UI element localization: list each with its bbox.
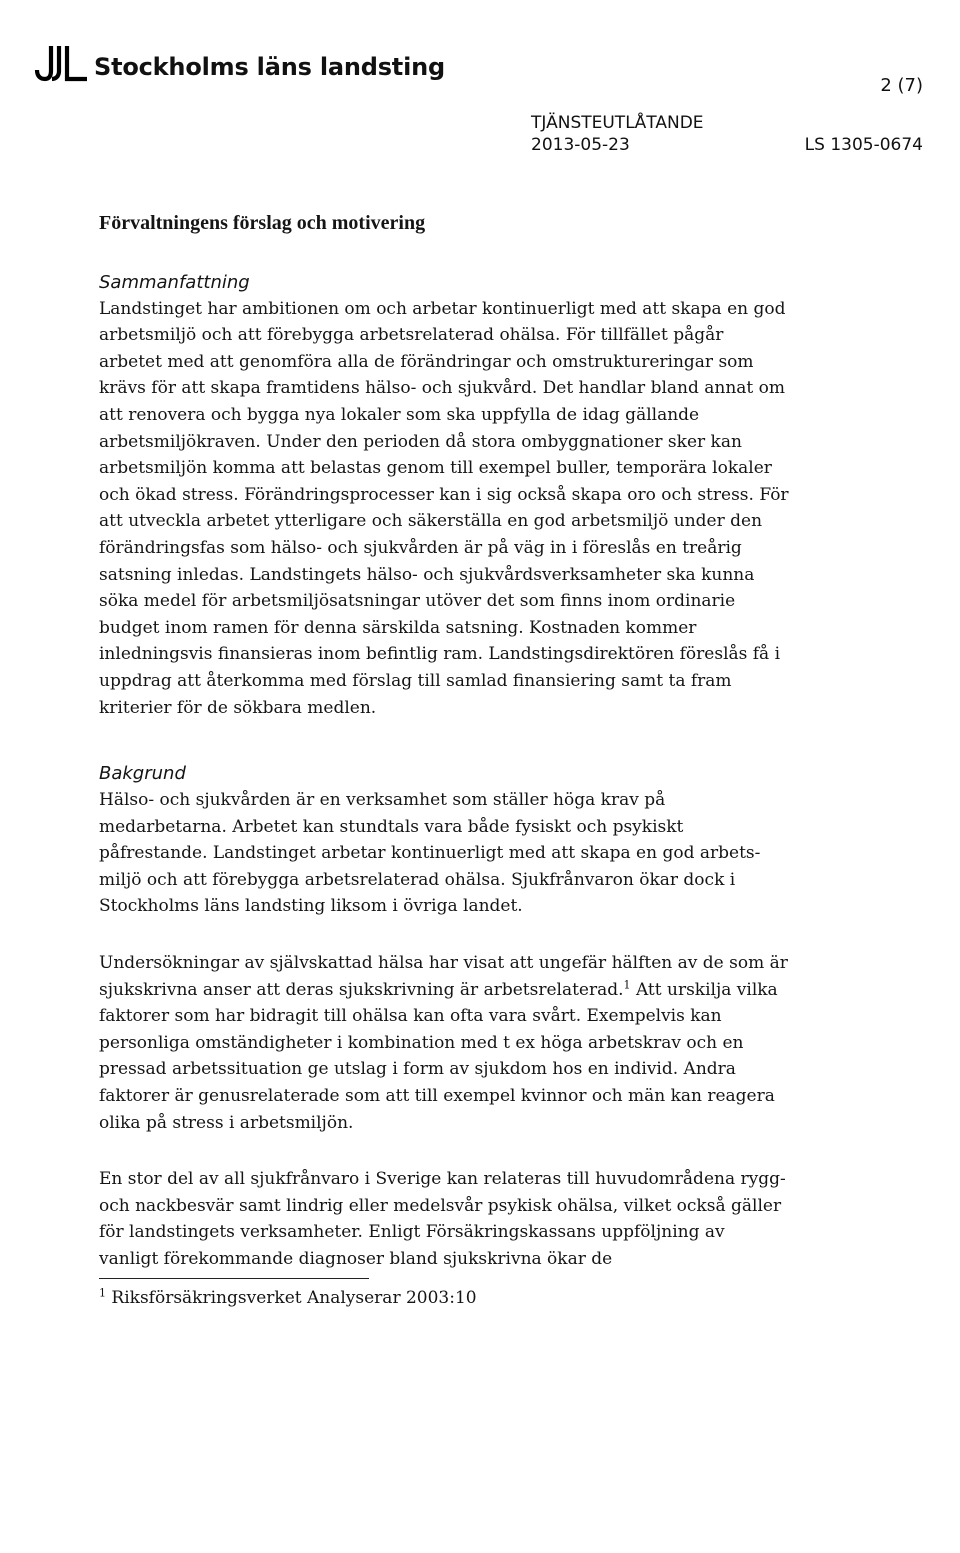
section-title: Förvaltningens förslag och motivering (99, 212, 426, 234)
document-type: TJÄNSTEUTLÅTANDE (531, 113, 704, 133)
summary-paragraph: Landstinget har ambitionen om och arbetar kontinuerligt med att skapa en god arbetsmiljö och att förebygga arbetsrelaterad ohälsa. För tillfället pågår arbetet med att genomföra alla de förändringar och omstruktureringar som krävs för att skapa framtidens hälso- och sjukvård. Det handlar bland annat om att renovera och bygga nya lokaler som ska uppfylla de idag gällande arbetsmiljökraven. Under den perioden då stora ombyggnationer sker kan arbetsmiljön komma att belastas genom till exempel buller, temporära lokaler och ökad stress. Förändringsprocesser kan i sig också skapa oro och stress. För att utveckla arbetet ytterligare och säkerställa en god arbetsmiljö under den förändringsfas som hälso- och sjukvården är på väg in i föreslås en treårig satsning inledas. Landstingets hälso- och sjukvårdsverksamheter ska kunna söka medel för arbetsmiljösatsningar utöver det som finns inom ordinarie budget inom ramen för denna särskilda satsning. Kostnaden kommer inledningsvis finansieras inom befintlig ram. Landstingsdirektören föreslås få i uppdrag att återkomma med förslag till samlad finansiering samt ta fram kriterier för de sökbara medlen. (99, 298, 789, 718)
background-paragraph-2 (99, 950, 789, 1136)
footnote-marker: 1 (99, 1286, 106, 1300)
paragraph-2-text-b: Att urskilja vilka faktorer som har bidragit till ohälsa kan ofta vara svårt. Exempelvis kan personliga omständigheter i kombination med t ex höga arbetskrav och en pressad arbetssituation ge utslag i form av sjukdom hos en individ. Andra faktorer är genusrelaterade som att till exempel kvinnor och män kan reagera olika på stress i arbetsmiljön. (99, 979, 778, 1133)
background-paragraph-3: En stor del av all sjukfrånvaro i Sverige kan relateras till huvudområdena rygg- och nackbesvär samt lindrig eller medelsvår psykisk ohälsa, vilket också gäller för landstingets verksamheter. Enligt Försäkringskassans uppföljning av vanligt förekommande diagnoser bland sjukskrivna ökar de (99, 1169, 786, 1269)
footnote-reference: 1 (623, 978, 631, 991)
paragraph-2-text-a: Undersökningar av självskattad hälsa har visat att ungefär hälften av de som är sjukskrivna anser att deras sjukskrivning är arbetsrelaterad. (99, 953, 788, 1000)
summary-block (99, 270, 789, 722)
document-body (99, 210, 789, 1303)
page-number: 2 (7) (880, 75, 923, 96)
background-paragraph-1: Hälso- och sjukvården är en verksamhet som ställer höga krav på medarbetarna. Arbetet kan stundtals vara både fysiskt och psykiskt påfrestande. Landstinget arbetar kontinuerligt med att skapa en god arbets- miljö och att förebygga arbetsrelaterad ohälsa. Sjukfrånvaron ökar dock i Stockholms läns landsting liksom i övriga landet. (99, 790, 761, 917)
document-reference: LS 1305-0674 (804, 135, 923, 155)
summary-heading: Sammanfattning (99, 271, 250, 293)
document-date: 2013-05-23 (531, 135, 630, 155)
footnote (99, 1288, 477, 1308)
footnote-divider (99, 1278, 369, 1279)
sll-logo-icon (34, 44, 90, 82)
background-heading: Bakgrund (99, 763, 186, 785)
background-block (99, 761, 789, 1273)
org-name: Stockholms läns landsting (94, 53, 445, 81)
header-logo-row (34, 42, 445, 82)
footnote-text: Riksförsäkringsverket Analyserar 2003:10 (111, 1288, 477, 1308)
